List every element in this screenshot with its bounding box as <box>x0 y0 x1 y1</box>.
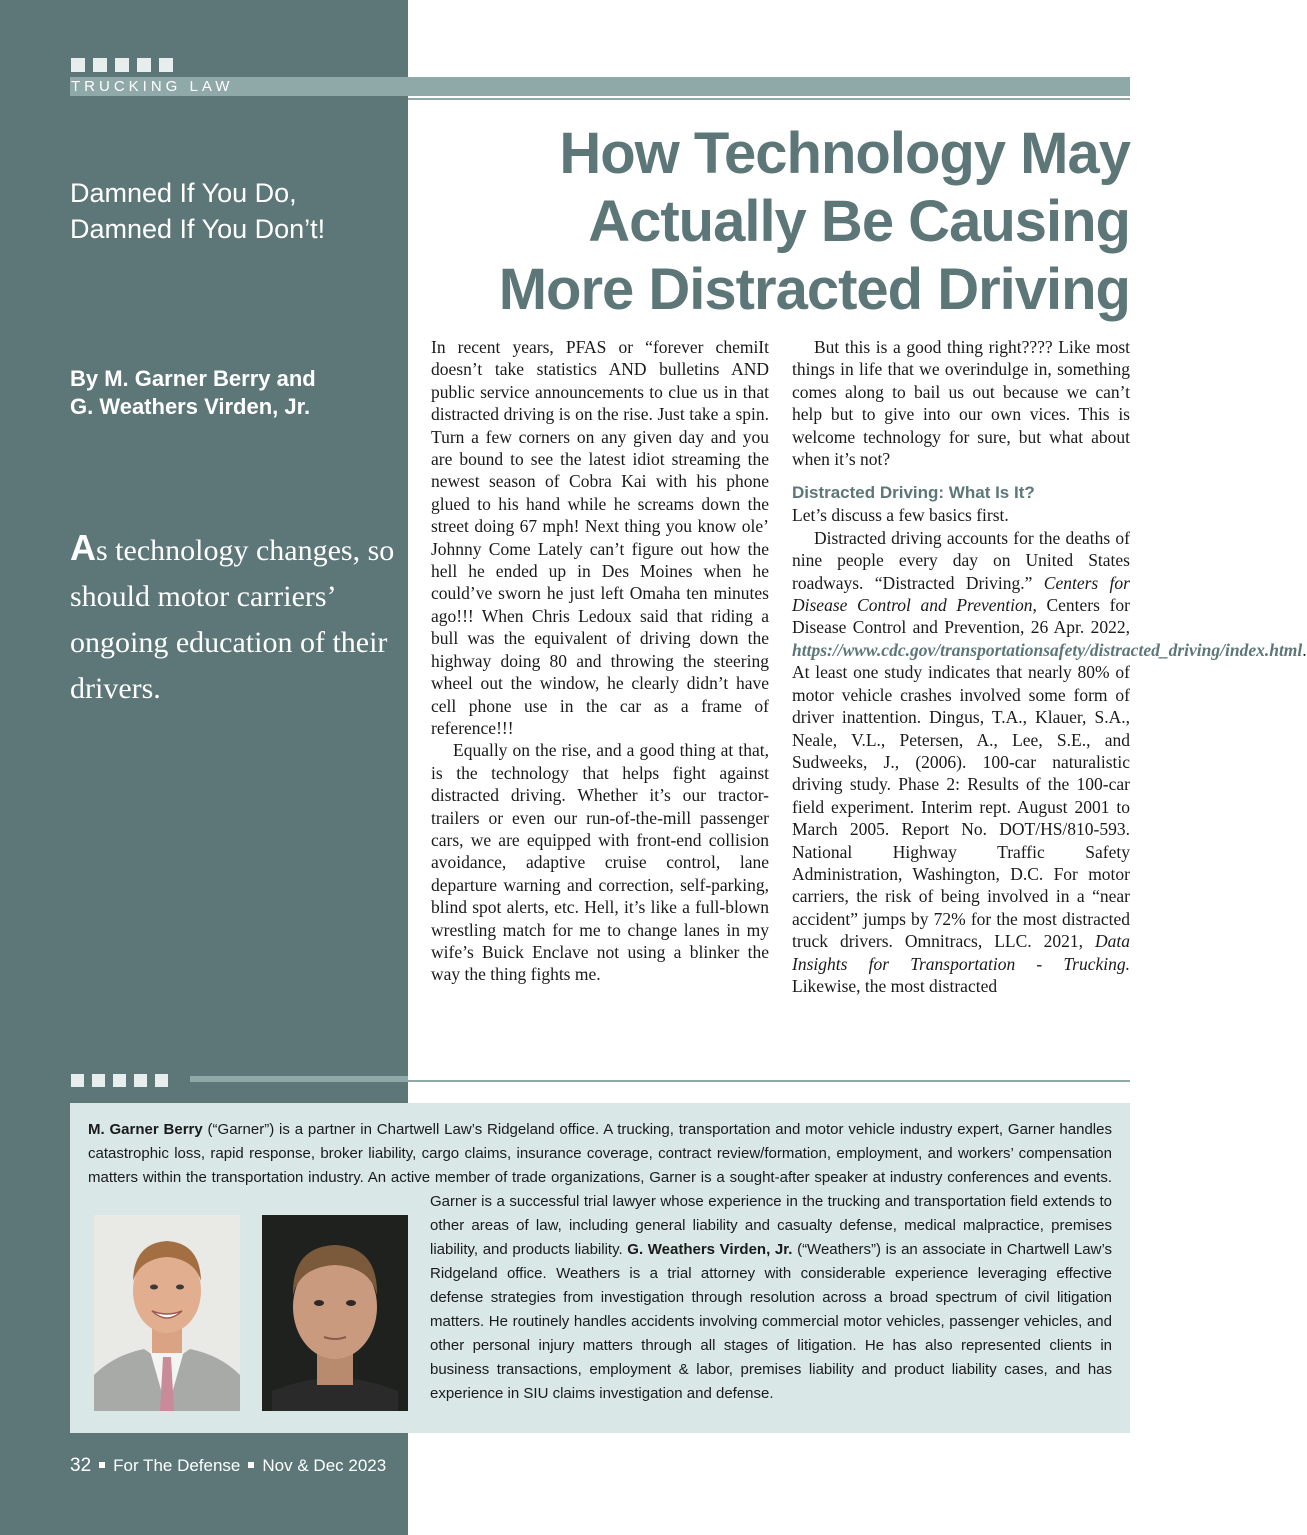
byline <box>70 365 390 421</box>
section-heading: Distracted Driving: What Is It? <box>792 483 1035 503</box>
page-number: 32 <box>70 1455 92 1476</box>
title-line-1: How Technology May <box>559 121 1130 186</box>
cdc-link[interactable]: https://www.cdc.gov/transportationsafety/distracted_driving/index.html <box>792 639 1303 660</box>
text-run: , Centers for Disease Control and Prevention, 26 Apr. 2022, <box>792 595 1130 638</box>
decorative-squares <box>71 58 173 72</box>
text-run: . At least one study indicates that nearly 80% of motor vehicle crashes involved some form of driver inattention. Dingus, T.A., Klauer, S.A., Neale, V.L., Petersen, A., Lee, S.E., and Sudweeks, J., (2006). 100-car naturalistic driving study. Phase 2: Results of the 100-car field experiment. Interim rept. August 2001 to March 2005. Report No. DOT/HS/810-593. National Highway Traffic Safety Administration, Washington, D.C. For motor carriers, the risk of being involved in a “near accident” jumps by 72% for the most distracted truck drivers. Omnitracs, LLC. 2021, <box>792 639 1307 952</box>
article-column-2 <box>792 336 1307 997</box>
paragraph: Equally on the rise, and a good thing at that, is the technology that helps fight against distracted driving. Whether it’s our tractor-trailers or even our run-of-the-mill passenger cars, we are equipped with front-end collision avoidance, adaptive cruise control, lane departure warning and correction, self-parking, blind spot alerts, etc. Hell, it’s like a full-blown wrestling match for me to change lanes in my wife’s Buick Enclave not using a blinker the way the thing fights me. <box>431 740 769 985</box>
bio-text-1: (“Garner”) is a partner in Chartwell Law’s Ridgeland office. A trucking, transportation and motor vehicle industry expert, Garner handles catastrophic loss, rapid response, broker liability, cargo claims, insurance coverage, contract review/formation, employment, and workers’ compensation matters within the transportation industry. An active member of trade organizations, Garner is a sought-after speaker at industry conferences and events. Garner is a successful trial lawyer whose experience in the trucking and transportation field extends to other areas of law, including general liability and casualty defense, medical malpractice, premises liability, and products liability. <box>88 1121 1112 1258</box>
bio-text-2: (“Weathers”) is an associate in Chartwell Law’s Ridgeland office. Weathers is a trial attorney with considerable experience leveraging effective defense strategies from investigation through resolution across a broad spectrum of civil litigation matters. He routinely handles accidents involving commercial motor vehicles, passenger vehicles, and other personal injury matters through all stages of litigation. He has also represented clients in business transactions, employment & labor, premises liability and product liability cases, and has experience in SIU claims investigation and defense. <box>430 1241 1113 1402</box>
title-line-2: Actually Be Causing <box>588 189 1130 254</box>
pull-quote <box>70 525 400 712</box>
bullet-separator <box>248 1462 254 1468</box>
divider <box>190 1076 408 1082</box>
article-subtitle <box>70 175 390 247</box>
issue-date: Nov & Dec 2023 <box>262 1456 387 1475</box>
text-run: Distracted driving accounts for the deaths of nine people every day on United States roadways. “Distracted Driving.” <box>792 527 1130 593</box>
author-bio-text <box>88 1118 1112 1406</box>
author-name-2: G. Weathers Virden, Jr. <box>627 1241 793 1258</box>
subtitle-line-2: Damned If You Don’t! <box>70 214 326 244</box>
article-title <box>420 120 1130 324</box>
pull-quote-dropcap: A <box>70 527 96 568</box>
section-rule <box>408 98 1130 100</box>
page-footer <box>70 1455 386 1477</box>
paragraph <box>792 527 1307 998</box>
author-photo-virden <box>262 1215 408 1411</box>
text-run: Likewise, the most distracted <box>792 975 998 996</box>
decorative-squares <box>71 1074 168 1087</box>
byline-line-1: By M. Garner Berry and <box>70 366 316 391</box>
paragraph: Let’s discuss a few basics first. <box>792 505 1009 526</box>
article-column-1 <box>431 336 769 986</box>
author-photo-berry <box>94 1215 240 1411</box>
bullet-separator <box>99 1462 105 1468</box>
citation-italic: Data Insights for Transportation - Trucking. <box>792 931 1130 974</box>
paragraph: But this is a good thing right???? Like most things in life that we overindulge in, something comes along to bail us out because we can’t help but to give into our own vices. This is welcome technology for sure, but what about when it’s not? <box>792 337 1130 470</box>
subtitle-line-1: Damned If You Do, <box>70 178 297 208</box>
author-bio-box <box>70 1103 1130 1433</box>
pull-quote-text: s technology changes, so should motor carriers’ ongoing education of their drivers. <box>70 534 395 705</box>
paragraph: In recent years, PFAS or “forever chemiIt doesn’t take statistics AND bulletins AND public service announcements to clue us in that distracted driving is on the rise. Just take a spin. Turn a few corners on any given day and you are bound to see the latest idiot streaming the newest season of Cobra Kai with his phone glued to his hand while he screams down the street doing 67 mph! Next thing you know ole’ Johnny Come Lately can’t figure out how the hell he ended up in Des Moines when he could’ve sworn he just left Omaha ten minutes ago!!! When Chris Ledoux said that riding a bull was the equivalent of driving down the highway doing 80 and throwing the steering wheel out the window, he clearly didn’t have cell phone use in the car as a frame of reference!!! <box>431 337 769 738</box>
publication-name: For The Defense <box>113 1456 241 1475</box>
byline-line-2: G. Weathers Virden, Jr. <box>70 394 311 419</box>
title-line-3: More Distracted Driving <box>498 257 1130 322</box>
divider <box>408 1080 1130 1082</box>
author-name-1: M. Garner Berry <box>88 1121 203 1138</box>
citation-italic: Centers for Disease Control and Prevention <box>792 572 1130 616</box>
section-kicker: TRUCKING LAW <box>71 78 234 95</box>
